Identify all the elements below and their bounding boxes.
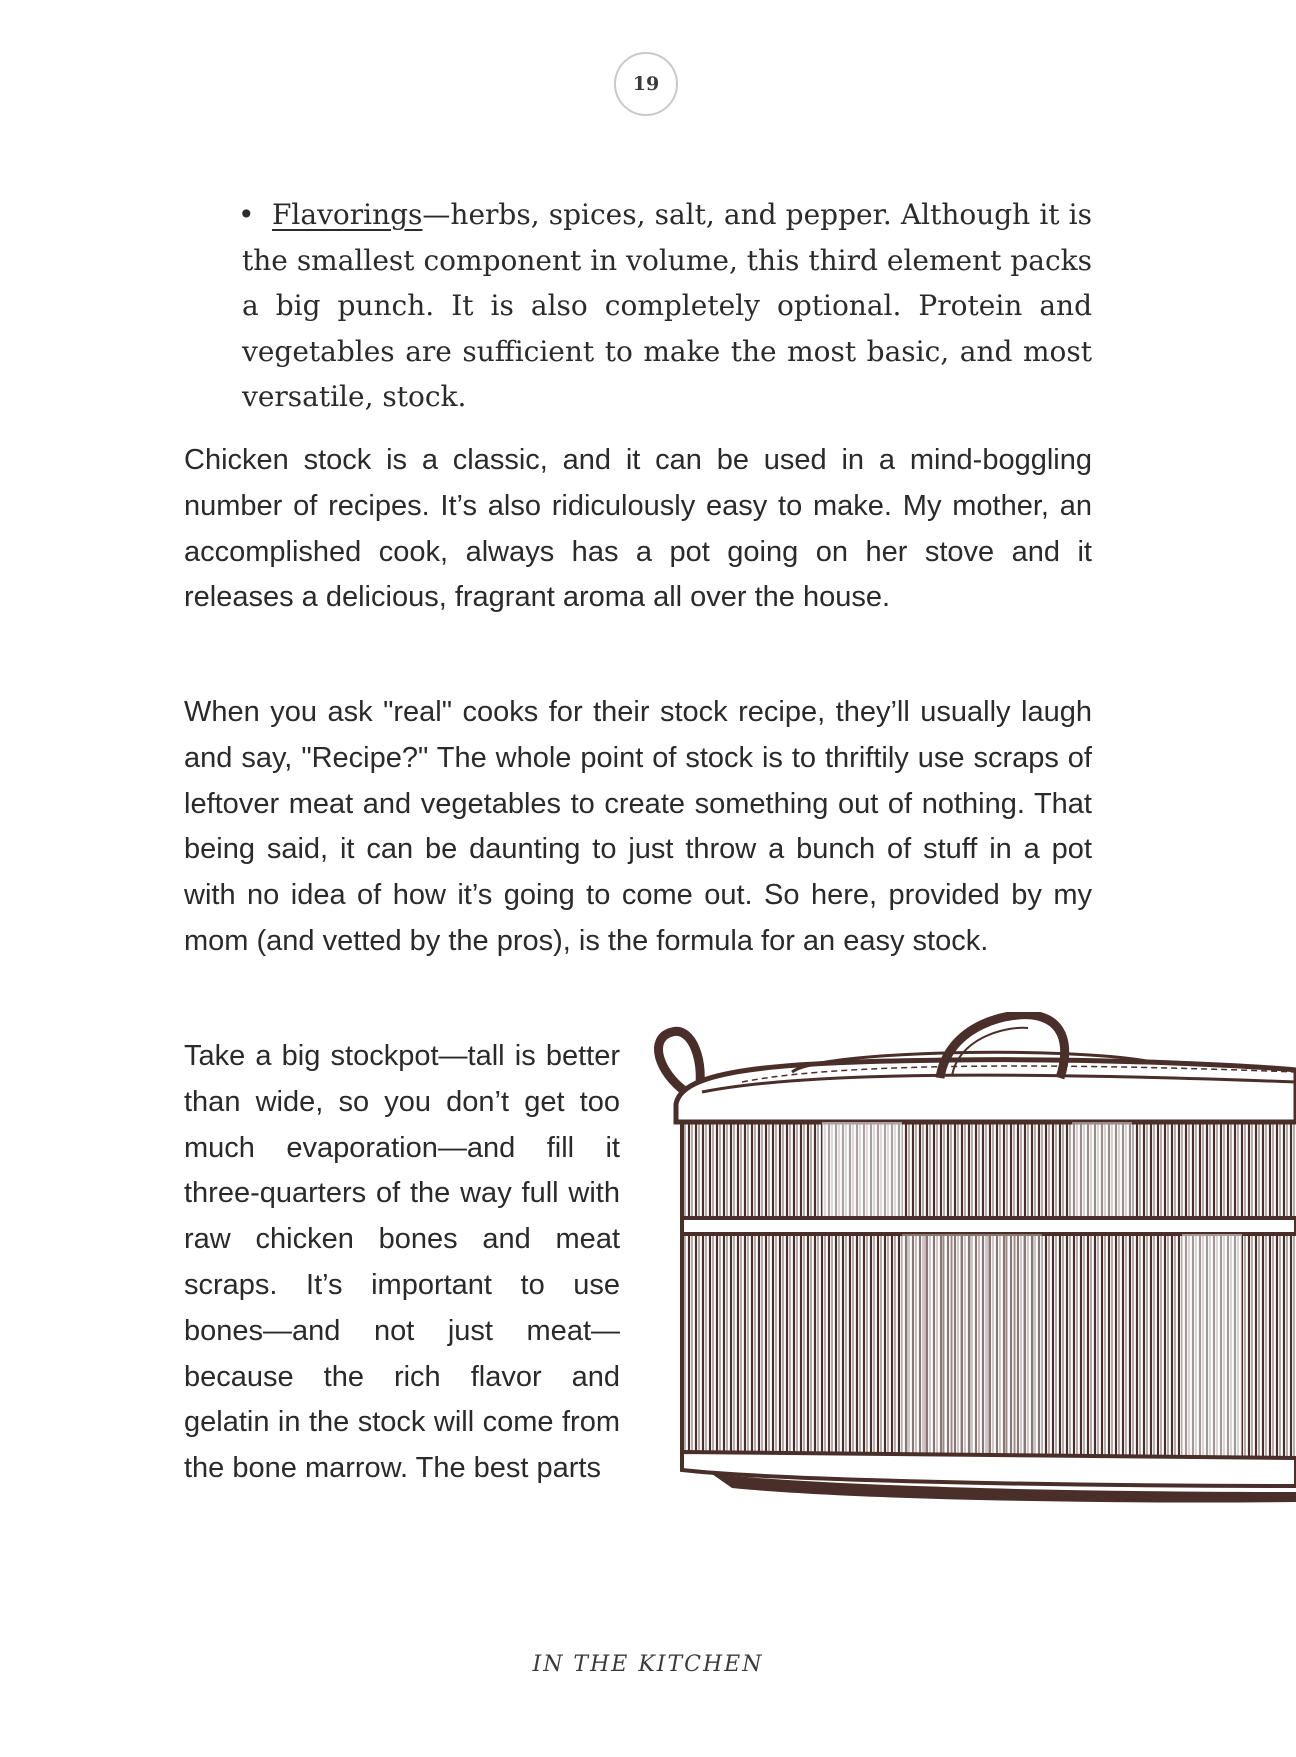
running-footer: IN THE KITCHEN (532, 1652, 764, 1677)
bullet-content (242, 192, 1092, 420)
paragraph-chicken-stock: Chicken stock is a classic, and it can be used in a mind-boggling number of recipes. It’s also ridiculously easy to make. My mother, an accomplished cook, always has a pot going on her stove and it releases a delicious, fragrant aroma all over the house. (184, 444, 1092, 614)
flavorings-bullet (238, 192, 1092, 420)
stockpot-illustration (652, 1012, 1296, 1577)
bullet-symbol: • (238, 198, 255, 231)
paragraph-stockpot: Take a big stockpot—tall is better than wide, so you don’t get too much evaporation—and fill it three-quarters of the way full with raw chicken bones and meat scraps. It’s important to use bones—and not just meat—because the rich flavor and gelatin in the stock will come from the bone marrow. The best parts (184, 1040, 620, 1485)
bullet-text: —herbs, spices, salt, and pepper. Although it is the smallest component in volume, this third element packs a big punch. It is also completely optional. Protein and vegetables are sufficient to make the most basic, and most versatile, stock. (242, 198, 1092, 413)
paragraph-real-cooks: When you ask "real" cooks for their stock recipe, they’ll usually laugh and say, "Recipe?" The whole point of stock is to thriftily use scraps of leftover meat and vegetables to create something out of nothing. That being said, it can be daunting to just throw a bunch of stuff in a pot with no idea of how it’s going to come out. So here, provided by my mom (and vetted by the pros), is the formula for an easy stock. (184, 696, 1092, 957)
bullet-term: Flavorings (272, 198, 423, 231)
page-number: 19 (614, 52, 678, 116)
